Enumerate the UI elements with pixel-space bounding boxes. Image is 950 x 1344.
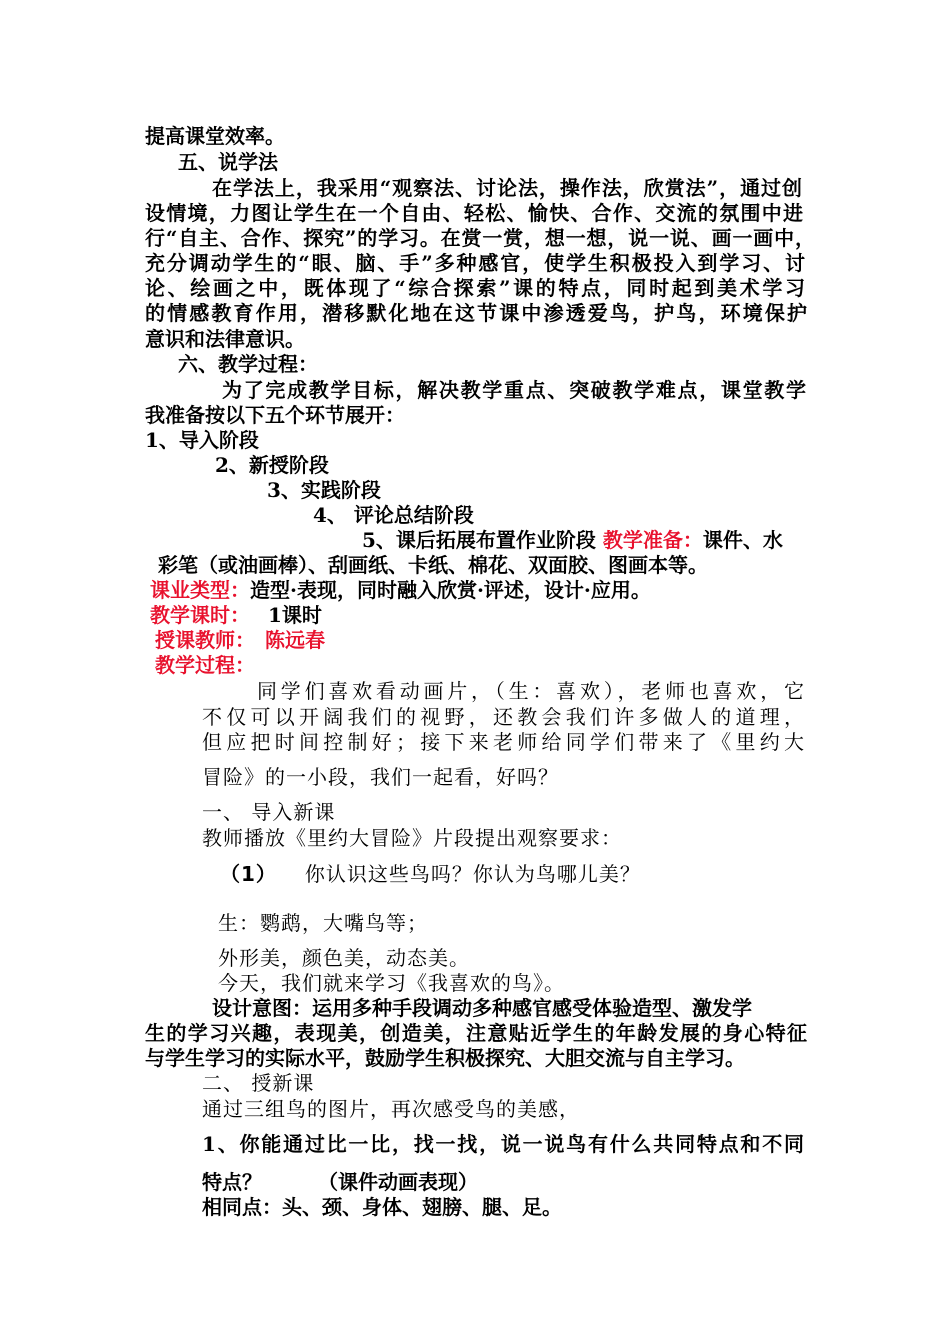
label-design-intent: 设计意图：: [212, 996, 312, 1020]
courseware-note: （课件动画表现）: [318, 1170, 478, 1194]
label-class-hours: 教学课时：: [150, 603, 250, 627]
stage-item-4: 4、 评论总结阶段: [313, 503, 474, 527]
text-line: 意识和法律意识。: [145, 327, 305, 351]
question-text: 你认识这些鸟吗？你认为鸟哪儿美？: [304, 862, 641, 886]
text-line: 彩笔（或油画棒）、刮画纸、卡纸、棉花、双面胶、图画本等。: [158, 553, 708, 577]
text-line: 相同点：头、颈、身体、翅膀、腿、足。: [202, 1195, 562, 1219]
text-line: 通过三组鸟的图片，再次感受鸟的美感，: [202, 1097, 580, 1121]
question-number: （1）: [220, 862, 277, 886]
section-heading-learning-method: 五、说学法: [178, 150, 278, 174]
text-line: 同学们喜欢看动画片，（生：喜欢），老师也喜欢，它: [257, 679, 805, 703]
text-line: 冒险》的一小段，我们一起看，好吗？: [202, 765, 559, 789]
stage-item-3: 3、实践阶段: [267, 478, 381, 502]
course-type-value: 造型·表现，同时融入欣赏·评述，设计·应用。: [250, 578, 651, 602]
text-line: 与学生学习的实际水平，鼓励学生积极探究、大胆交流与自主学习。: [145, 1046, 745, 1070]
teacher-line: [155, 628, 325, 652]
class-hours-line: [150, 603, 322, 627]
text-line: 设情境，力图让学生在一个自由、轻松、愉快、合作、交流的氛围中进: [145, 201, 803, 225]
stage-item-5: [362, 528, 783, 552]
stage-5-text: 5、课后拓展布置作业阶段: [362, 528, 603, 552]
text-line: 行“自主、合作、探究”的学习。在赏一赏，想一想，说一说、画一画中，: [145, 226, 815, 250]
text-line: 教师播放《里约大冒险》片段提出观察要求：: [202, 826, 622, 850]
text-line: 的情感教育作用，潜移默化地在这节课中渗透爱鸟，护鸟，环境保护: [145, 301, 807, 325]
text-line: 1、你能通过比一比，找一找，说一说鸟有什么共同特点和不同: [202, 1132, 804, 1156]
text-line: 今天，我们就来学习《我喜欢的鸟》。: [218, 971, 565, 995]
course-type-line: [150, 578, 651, 602]
design-intent-text: 运用多种手段调动多种感官感受体验造型、激发学: [312, 996, 752, 1020]
text-line: 生：鹦鹉，大嘴鸟等；: [218, 911, 428, 935]
class-hours-value: 1课时: [268, 603, 322, 627]
text-line: 论、绘画之中，既体现了“综合探索”课的特点，同时起到美术学习: [145, 276, 805, 300]
teacher-name: 陈远春: [265, 628, 325, 652]
label-teacher: 授课教师：: [155, 628, 255, 652]
label-process: 教学过程：: [155, 653, 255, 677]
text-line: 充分调动学生的“眼、脑、手”多种感官，使学生积极投入到学习、讨: [145, 251, 805, 275]
label-teaching-preparation: 教学准备：: [602, 528, 703, 552]
section-heading-teaching-process: 六、教学过程：: [178, 352, 318, 376]
text-line: 生的学习兴趣，表现美，创造美，注意贴近学生的年龄发展的身心特征: [145, 1021, 807, 1045]
text-line: [202, 1170, 478, 1194]
design-intent-line: [212, 996, 752, 1020]
stage-item-1: 1、导入阶段: [145, 428, 259, 452]
section-heading-new-lesson: 二、 授新课: [202, 1071, 315, 1095]
stage-item-2: 2、新授阶段: [215, 453, 329, 477]
label-course-type: 课业类型：: [150, 578, 250, 602]
text-line: 外形美，颜色美，动态美。: [218, 946, 470, 970]
text-line: 不仅可以开阔我们的视野，还教会我们许多做人的道理，: [202, 705, 805, 729]
preparation-text: 课件、水: [702, 528, 783, 552]
question-1: [220, 862, 641, 886]
text-line: 在学法上，我采用“观察法、讨论法，操作法，欣赏法”，通过创: [212, 176, 802, 200]
text-line: 但应把时间控制好；接下来老师给同学们带来了《里约大: [202, 730, 805, 754]
question-tail: 特点？: [202, 1170, 262, 1194]
text-line: 为了完成教学目标，解决教学重点、突破教学难点，课堂教学: [222, 378, 806, 402]
text-line: 我准备按以下五个环节展开：: [145, 403, 405, 427]
section-heading-intro: 一、 导入新课: [202, 800, 336, 824]
text-line: 提高课堂效率。: [145, 124, 285, 148]
